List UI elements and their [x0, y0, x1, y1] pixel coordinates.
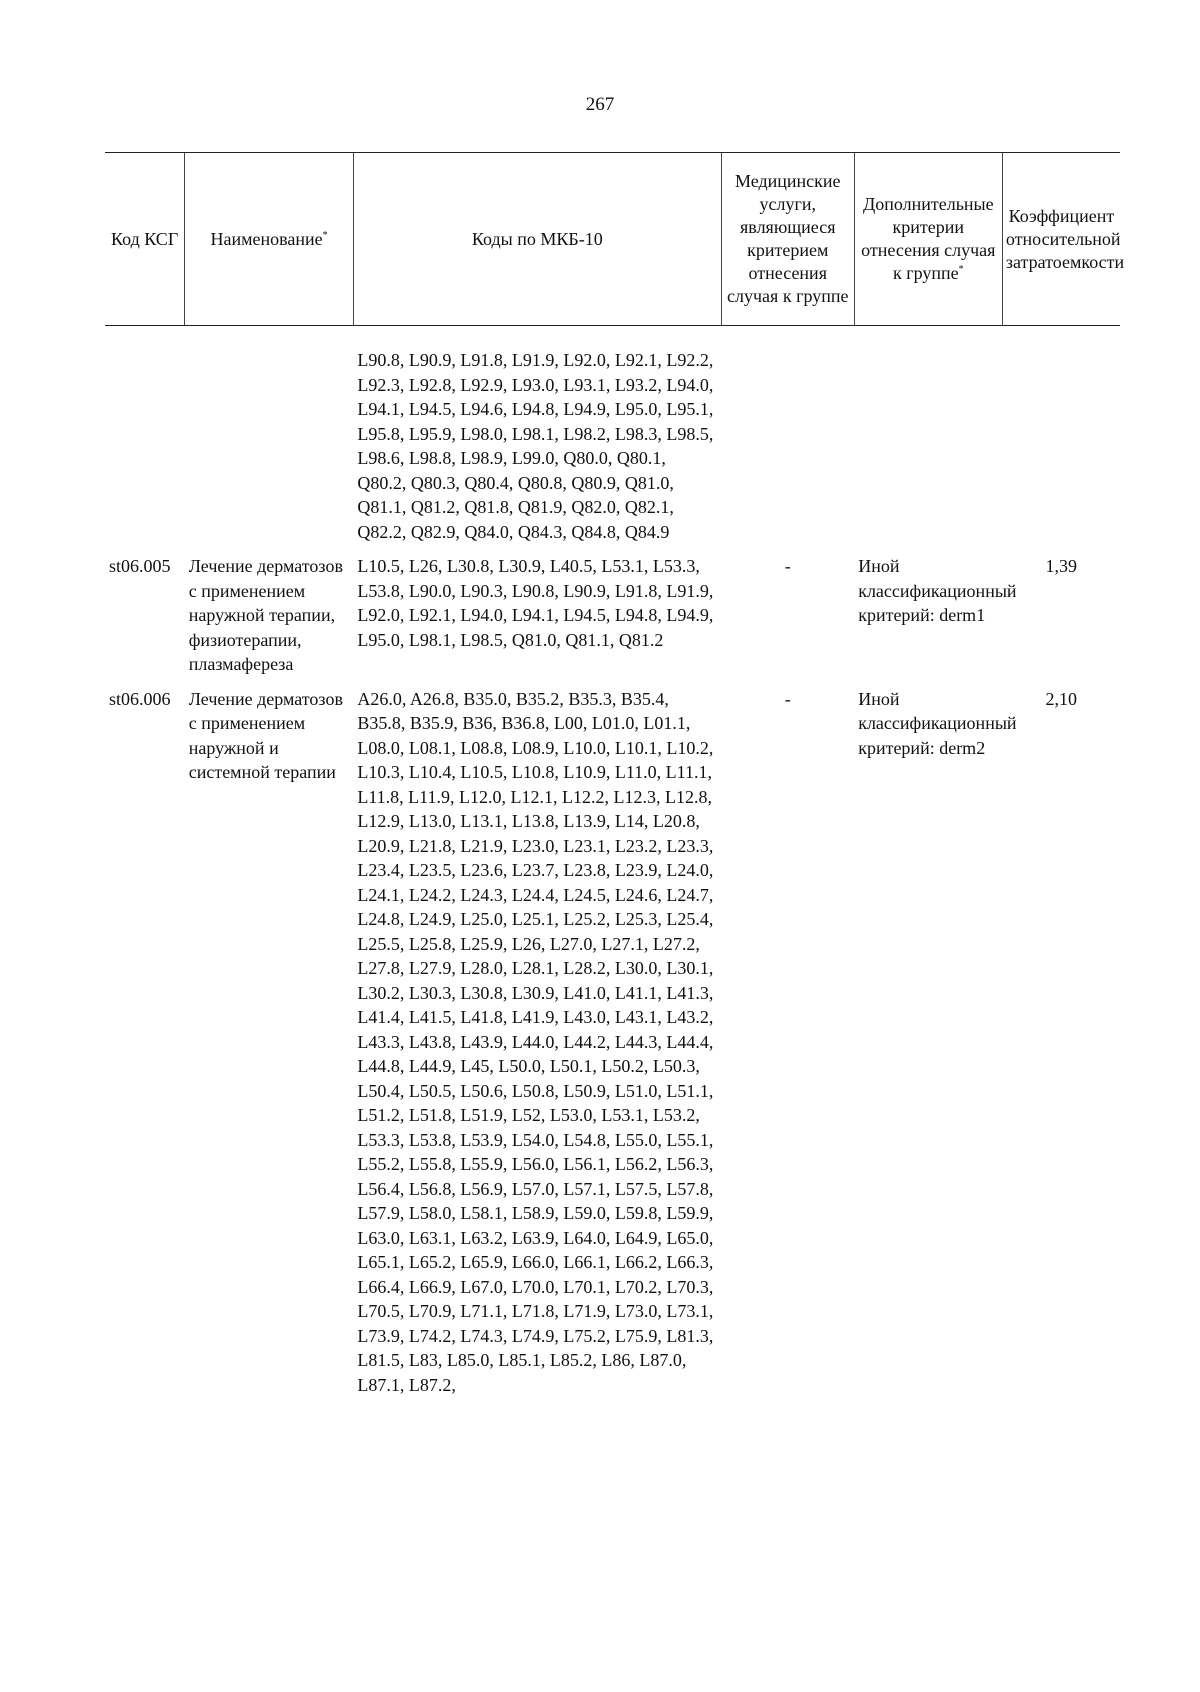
header-row: [105, 153, 1120, 326]
page-number: 267: [585, 94, 615, 115]
header-services: Медицинские услуги, являющиеся критерием отнесения случая к группе: [721, 153, 854, 326]
header-criteria-footnote-mark: *: [958, 264, 964, 275]
header-name-text: Наименование: [210, 228, 323, 249]
ksg-code: st06.005: [109, 556, 171, 576]
mkb-codes: L10.5, L26, L30.8, L30.9, L40.5, L53.1, L53.3, L53.8, L90.0, L90.3, L90.8, L90.9, L91.8, L91.9, L92.0, L92.1, L94.0, L94.1, L94.5, L94.8, L94.9, L95.0, L98.1, L98.5, Q81.0, Q81.1, Q81.2: [357, 556, 714, 650]
medical-services: -: [784, 688, 791, 709]
medical-services: -: [784, 556, 791, 576]
header-coef: Коэффициент относительной затратоемкости: [1002, 153, 1120, 326]
continuation-row: [105, 348, 1120, 544]
ksg-name: Лечение дерматозов с применением наружной и системной терапии: [188, 688, 343, 782]
continuation-mkb-codes: L90.8, L90.9, L91.8, L91.9, L92.0, L92.1, L92.2, L92.3, L92.8, L92.9, L93.0, L93.1, L93.2, L94.0, L94.1, L94.5, L94.6, L94.8, L94.9, L95.0, L95.1, L95.8, L95.9, L98.0, L98.1, L98.2, L98.3, L98.5, L98.6, L98.8, L98.9, L99.0, Q80.0, Q80.1, Q80.2, Q80.3, Q80.4, Q80.8, Q80.9, Q81.0, Q81.1, Q81.2, Q81.8, Q81.9, Q82.0, Q82.1, Q82.2, Q82.9, Q84.0, Q84.3, Q84.8, Q84.9: [357, 350, 714, 542]
cost-coefficient: 1,39: [1045, 556, 1077, 576]
header-code: Код КСГ: [105, 153, 185, 326]
header-criteria: [854, 153, 1002, 326]
header-name-footnote-mark: *: [322, 229, 328, 241]
header-mkb: Коды по МКБ-10: [353, 153, 721, 326]
ksg-name: Лечение дерматозов с применением наружной терапии, физиотерапии, плазмафереза: [188, 556, 343, 674]
header-name: [185, 153, 354, 326]
mkb-codes: A26.0, A26.8, B35.0, B35.2, B35.3, B35.4, B35.8, B35.9, B36, B36.8, L00, L01.0, L01.1, L08.0, L08.1, L08.8, L08.9, L10.0, L10.1, L10.2, L10.3, L10.4, L10.5, L10.8, L10.9, L11.0, L11.1, L11.8, L11.9, L12.0, L12.1, L12.2, L12.3, L12.8, L12.9, L13.0, L13.1, L13.8, L13.9, L14, L20.8, L20.9, L21.8, L21.9, L23.0, L23.1, L23.2, L23.3, L23.4, L23.5, L23.6, L23.7, L23.8, L23.9, L24.0, L24.1, L24.2, L24.3, L24.4, L24.5, L24.6, L24.7, L24.8, L24.9, L25.0, L25.1, L25.2, L25.3, L25.4, L25.5, L25.8, L25.9, L26, L27.0, L27.1, L27.2, L27.8, L27.9, L28.0, L28.1, L28.2, L30.0, L30.1, L30.2, L30.3, L30.8, L30.9, L41.0, L41.1, L41.3, L41.4, L41.5, L41.8, L41.9, L43.0, L43.1, L43.2, L43.3, L43.8, L43.9, L44.0, L44.2, L44.3, L44.4, L44.8, L44.9, L45, L50.0, L50.1, L50.2, L50.3, L50.4, L50.5, L50.6, L50.8, L50.9, L51.0, L51.1, L51.2, L51.8, L51.9, L52, L53.0, L53.1, L53.2, L53.3, L53.8, L53.9, L54.0, L54.8, L55.0, L55.1, L55.2, L55.8, L55.9, L56.0, L56.1, L56.2, L56.3, L56.4, L56.8, L56.9, L57.0, L57.1, L57.5, L57.8, L57.9, L58.0, L58.1, L58.9, L59.0, L59.8, L59.9, L63.0, L63.1, L63.2, L63.9, L64.0, L64.9, L65.0, L65.1, L65.2, L65.9, L66.0, L66.1, L66.2, L66.3, L66.4, L66.9, L67.0, L70.0, L70.1, L70.2, L70.3, L70.5, L70.9, L71.1, L71.8, L71.9, L73.0, L73.1, L73.9, L74.2, L74.3, L74.9, L75.2, L75.9, L81.3, L81.5, L83, L85.0, L85.1, L85.2, L86, L87.0, L87.1, L87.2,: [357, 688, 714, 1395]
additional-criteria: Иной классификационный критерий: derm2: [858, 688, 1017, 758]
table-row: [105, 687, 1120, 1398]
cost-coefficient: 2,10: [1045, 688, 1077, 709]
header-criteria-text: Дополнительные критерии отнесения случая к группе: [861, 194, 996, 283]
additional-criteria: Иной классификационный критерий: derm1: [858, 556, 1017, 625]
ksg-code: st06.006: [109, 688, 171, 709]
ksg-table: [105, 152, 1125, 1397]
table-row: [105, 554, 1120, 677]
